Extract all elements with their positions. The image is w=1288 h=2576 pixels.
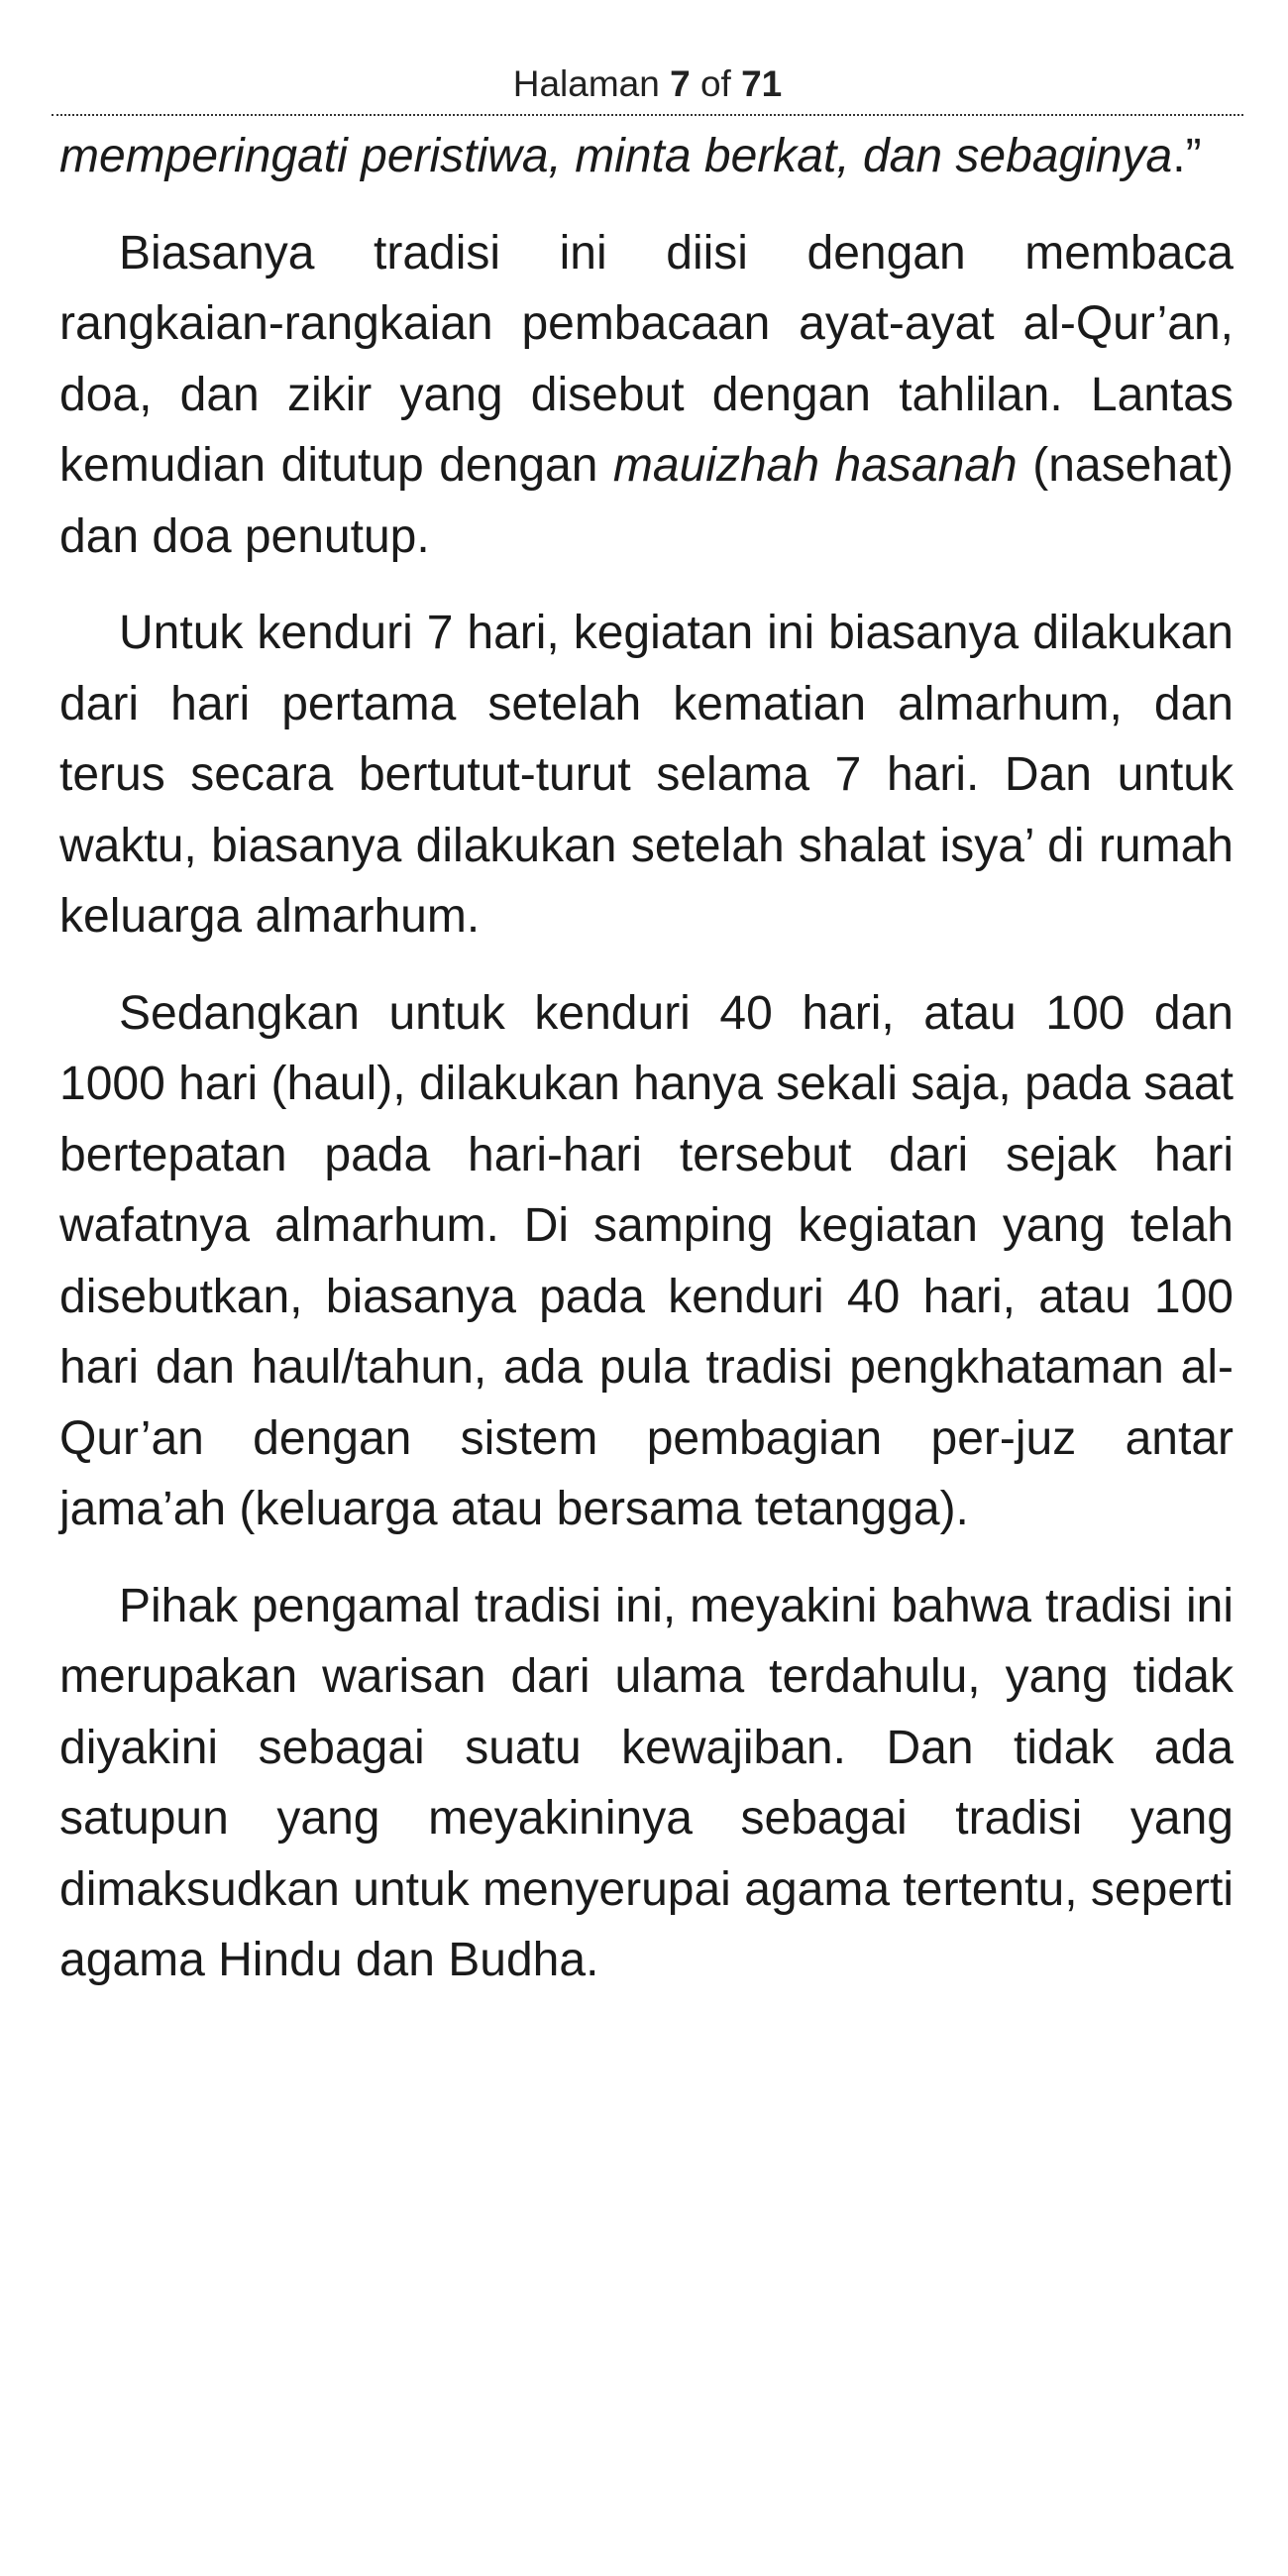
total-page-count: 71: [741, 63, 783, 104]
paragraph-italic-term: mauizhah hasanah: [612, 439, 1018, 492]
page-header: [52, 59, 1243, 109]
header-divider: [52, 114, 1243, 116]
page-label: Halaman: [512, 63, 660, 104]
paragraph-text: (nasehat) dan doa penutup.: [59, 439, 1234, 563]
paragraph-tahlilan: [59, 218, 1234, 573]
paragraph-text: Biasanya tradisi ini diisi dengan membaca rangkaian-rangkaian pembacaan ayat-ayat al-Qur’an, doa, dan zikir yang disebut dengan tahlilan. Lantas kemudian ditutup dengan: [59, 226, 1234, 492]
paragraph-continued-quote: [59, 121, 1234, 192]
paragraph-kenduri-40-hari: Sedangkan untuk kenduri 40 hari, atau 100 dan 1000 hari (haul), dilakukan hanya sekali saja, pada saat bertepatan pada hari-hari tersebut dari sejak hari wafatnya almarhum. Di samping kegiatan yang telah disebutkan, biasanya pada kenduri 40 hari, atau 100 hari dan haul/tahun, ada pula tradisi pengkhataman al-Qur’an dengan sistem pembagian per-juz antar jama’ah (keluarga atau bersama tetangga).: [59, 986, 1234, 1535]
paragraph-pengamal-tradisi: Pihak pengamal tradisi ini, meyakini bahwa tradisi ini merupakan warisan dari ulama terdahulu, yang tidak diyakini sebagai suatu kewajiban. Dan tidak ada satupun yang meyakininya sebagai tradisi yang dimaksudkan untuk menyerupai agama tertentu, seperti agama Hindu dan Budha.: [59, 1579, 1234, 1986]
paragraph-italic-text: memperingati peristiwa, minta berkat, dan sebaginya: [59, 130, 1173, 182]
page-body: [59, 121, 1234, 2022]
paragraph-kenduri-7-hari: Untuk kenduri 7 hari, kegiatan ini biasanya dilakukan dari hari pertama setelah kematian almarhum, dan terus secara bertutut-turut selama 7 hari. Dan untuk waktu, biasanya dilakukan setelah shalat isya’ di rumah keluarga almarhum.: [59, 607, 1234, 943]
current-page-number: 7: [670, 63, 691, 104]
page-of-label: of: [699, 63, 731, 104]
paragraph-tail-text: .”: [1172, 130, 1202, 182]
